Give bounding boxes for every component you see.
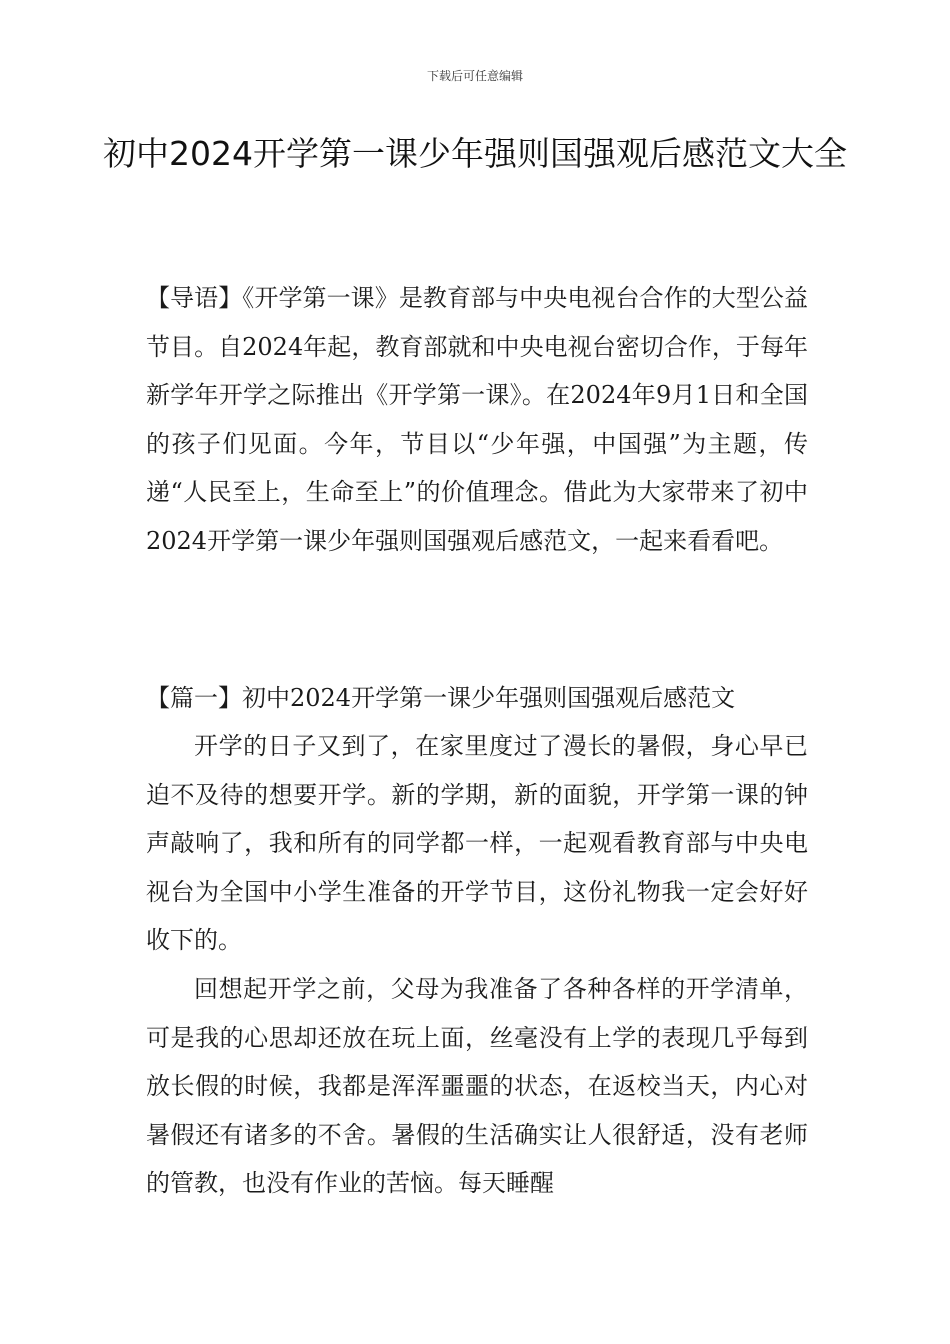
document-title: 初中2024开学第一课少年强则国强观后感范文大全 xyxy=(103,134,847,173)
body-paragraph: 回想起开学之前，父母为我准备了各种各样的开学清单，可是我的心思却还放在玩上面，丝毫没有上学的表现几乎每到放长假的时候，我都是浑浑噩噩的状态，在返校当天，内心对暑假还有诸多的不舍。暑假的生活确实让人很舒适，没有老师的管教，也没有作业的苦恼。每天睡醒 xyxy=(146,975,808,1198)
intro-paragraph: 【导语】《开学第一课》是教育部与中央电视台合作的大型公益节目。自2024年起，教育部就和中央电视台密切合作，于每年新学年开学之际推出《开学第一课》。在2024年9月1日和全国的孩子们见面。今年，节目以“少年强，中国强”为主题，传递“人民至上，生命至上”的价值理念。借此为大家带来了初中2024开学第一课少年强则国强观后感范文，一起来看看吧。 xyxy=(146,284,808,555)
section-heading: 【篇一】初中2024开学第一课少年强则国强观后感范文 xyxy=(146,684,736,712)
body-paragraph: 开学的日子又到了，在家里度过了漫长的暑假，身心早已迫不及待的想要开学。新的学期，新的面貌，开学第一课的钟声敲响了，我和所有的同学都一样，一起观看教育部与中央电视台为全国中小学生准备的开学节目，这份礼物我一定会好好收下的。 xyxy=(146,732,808,955)
header-note: 下载后可任意编辑 xyxy=(426,69,523,83)
